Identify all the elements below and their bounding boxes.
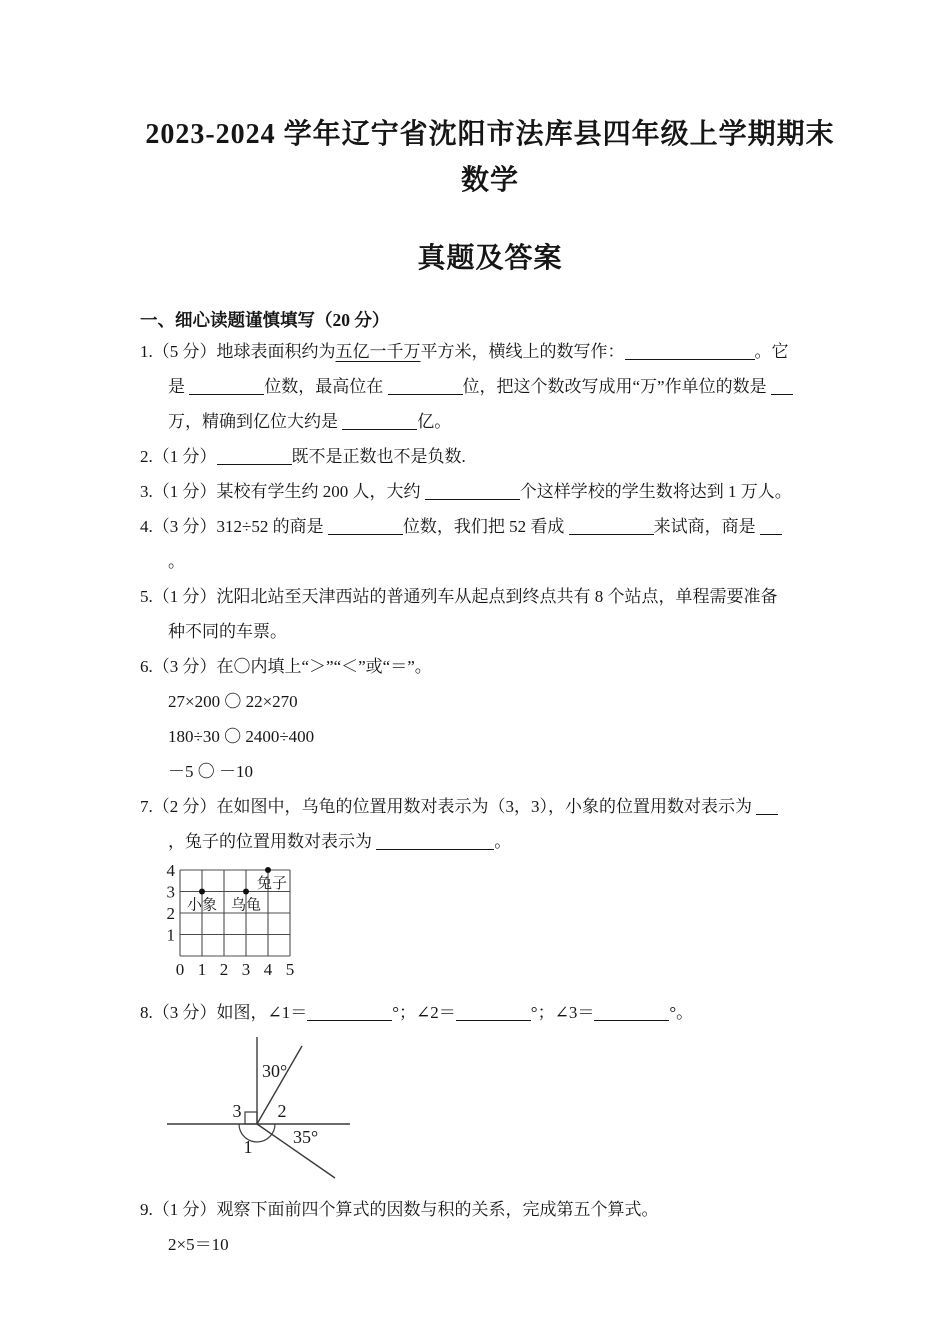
section-heading: 一、细心读题谨慎填写（20 分） xyxy=(140,310,390,330)
answer-blank xyxy=(594,1004,669,1021)
text-run: °；∠2＝ xyxy=(392,1003,456,1022)
question-line xyxy=(140,439,840,474)
angle-labels xyxy=(233,1061,319,1157)
text-run: 27×200 〇 22×270 xyxy=(168,692,298,711)
question-line xyxy=(140,789,840,824)
question-4 xyxy=(140,509,840,579)
point-label-rabbit: 兔子 xyxy=(256,876,288,892)
x-axis-tick: 2 xyxy=(219,960,229,979)
answer-blank xyxy=(425,483,520,500)
text-run: 平方米，横线上的数写作： xyxy=(420,342,625,361)
answer-blank xyxy=(760,518,782,535)
text-run: 4.（3 分）312÷52 的商是 xyxy=(140,517,328,536)
text-run: 6.（3 分）在〇内填上“＞”“＜”或“＝”。 xyxy=(140,657,432,676)
answer-blank xyxy=(625,343,755,360)
text-run: 。 xyxy=(168,552,185,571)
text-run: 2×5＝10 xyxy=(168,1235,229,1254)
text-run: 个这样学校的学生数将达到 1 万人。 xyxy=(519,482,792,501)
question-line xyxy=(140,474,840,509)
text-run: 2.（1 分） xyxy=(140,447,217,466)
question-1 xyxy=(140,334,840,439)
question-line xyxy=(140,614,840,649)
answer-blank xyxy=(328,518,403,535)
question-line xyxy=(140,579,840,614)
text-run: 万，精确到亿位大约是 xyxy=(168,412,343,431)
question-line xyxy=(140,719,840,754)
question-line xyxy=(140,334,840,369)
text-run: 5.（1 分）沈阳北站至天津西站的普通列车从起点到终点共有 8 个站点，单程需要准备 xyxy=(140,587,778,606)
answer-blank xyxy=(756,798,778,815)
text-run: 来试商，商是 xyxy=(653,517,760,536)
question-line xyxy=(140,509,840,544)
answer-blank xyxy=(217,448,292,465)
question-7 xyxy=(140,789,840,859)
point-marker-rabbit xyxy=(265,867,271,873)
point-label-turtle: 乌龟 xyxy=(230,897,262,914)
y-axis-tick: 2 xyxy=(166,904,175,923)
question-6 xyxy=(140,649,840,789)
text-run: 位，把这个数改写成用“万”作单位的数是 xyxy=(462,377,771,396)
x-axis-tick: 0 xyxy=(175,960,185,979)
question-line xyxy=(140,404,840,439)
label-angle-3: 3 xyxy=(232,1101,242,1121)
text-run: 180÷30 〇 2400÷400 xyxy=(168,727,315,746)
text-run: 是 xyxy=(168,377,190,396)
y-axis-tick: 1 xyxy=(166,925,175,945)
question-line xyxy=(140,754,840,789)
text-run: 。 xyxy=(494,832,512,851)
question-line xyxy=(140,369,840,404)
point-marker-turtle xyxy=(243,889,249,895)
question-line xyxy=(140,684,840,719)
text-run: 8.（3 分）如图，∠1＝ xyxy=(140,1003,308,1022)
position-grid-figure xyxy=(154,861,319,983)
angle-figure xyxy=(165,1034,365,1192)
question-3 xyxy=(140,474,840,509)
answer-blank xyxy=(376,833,494,850)
text-run: 。它 xyxy=(754,342,789,361)
answer-blank xyxy=(307,1004,392,1021)
question-line xyxy=(140,1227,840,1262)
document-title-line2: 真题及答案 xyxy=(417,243,563,274)
x-axis-tick: 4 xyxy=(263,960,273,979)
label-angle-2: 2 xyxy=(277,1101,287,1121)
y-axis-tick: 4 xyxy=(166,861,175,880)
question-line xyxy=(140,995,840,1030)
text-run: 种不同的车票。 xyxy=(168,622,287,641)
x-axis-tick: 1 xyxy=(197,960,207,979)
x-axis-tick: 5 xyxy=(285,960,295,979)
text-run: °。 xyxy=(669,1003,694,1022)
text-run: 既不是正数也不是负数. xyxy=(291,447,466,466)
question-line xyxy=(140,1192,840,1227)
question-5 xyxy=(140,579,840,649)
text-run: °；∠3＝ xyxy=(530,1003,595,1022)
point-marker-elephant xyxy=(199,889,205,895)
text-run: 1.（5 分）地球表面积约为 xyxy=(140,342,336,361)
text-run: 位数，最高位在 xyxy=(264,377,388,396)
text-run: 亿。 xyxy=(417,412,452,431)
point-label-elephant: 小象 xyxy=(186,897,218,914)
angle-rays xyxy=(167,1037,350,1178)
label-35-degrees: 35° xyxy=(293,1127,319,1147)
x-axis-tick: 3 xyxy=(241,960,251,979)
right-angle-marker xyxy=(245,1112,257,1124)
answer-blank xyxy=(189,378,264,395)
answer-blank xyxy=(342,413,417,430)
text-run: －5 〇 －10 xyxy=(168,762,253,781)
y-axis-tick: 3 xyxy=(166,882,175,902)
question-line xyxy=(140,649,840,684)
question-line xyxy=(140,544,840,579)
document-title-line1: 2023-2024 学年辽宁省沈阳市法库县四年级上学期期末数学 xyxy=(145,119,835,196)
question-8 xyxy=(140,995,840,1030)
text-run: 7.（2 分）在如图中，乌龟的位置用数对表示为（3，3），小象的位置用数对表示为 xyxy=(140,797,757,816)
answer-blank xyxy=(456,1004,531,1021)
text-run: 9.（1 分）观察下面前四个算式的因数与积的关系，完成第五个算式。 xyxy=(140,1200,659,1219)
answer-blank xyxy=(388,378,463,395)
question-9 xyxy=(140,1192,840,1262)
question-line xyxy=(140,824,840,859)
label-angle-1: 1 xyxy=(243,1137,253,1157)
answer-blank xyxy=(569,518,654,535)
text-run: 3.（1 分）某校有学生约 200 人，大约 xyxy=(140,482,425,501)
label-30-degrees: 30° xyxy=(262,1061,288,1081)
answer-blank xyxy=(771,378,793,395)
text-run: 位数，我们把 52 看成 xyxy=(402,517,569,536)
text-run: ，兔子的位置用数对表示为 xyxy=(168,832,377,851)
question-2 xyxy=(140,439,840,474)
underlined-phrase: 五亿一千万 xyxy=(335,342,421,361)
